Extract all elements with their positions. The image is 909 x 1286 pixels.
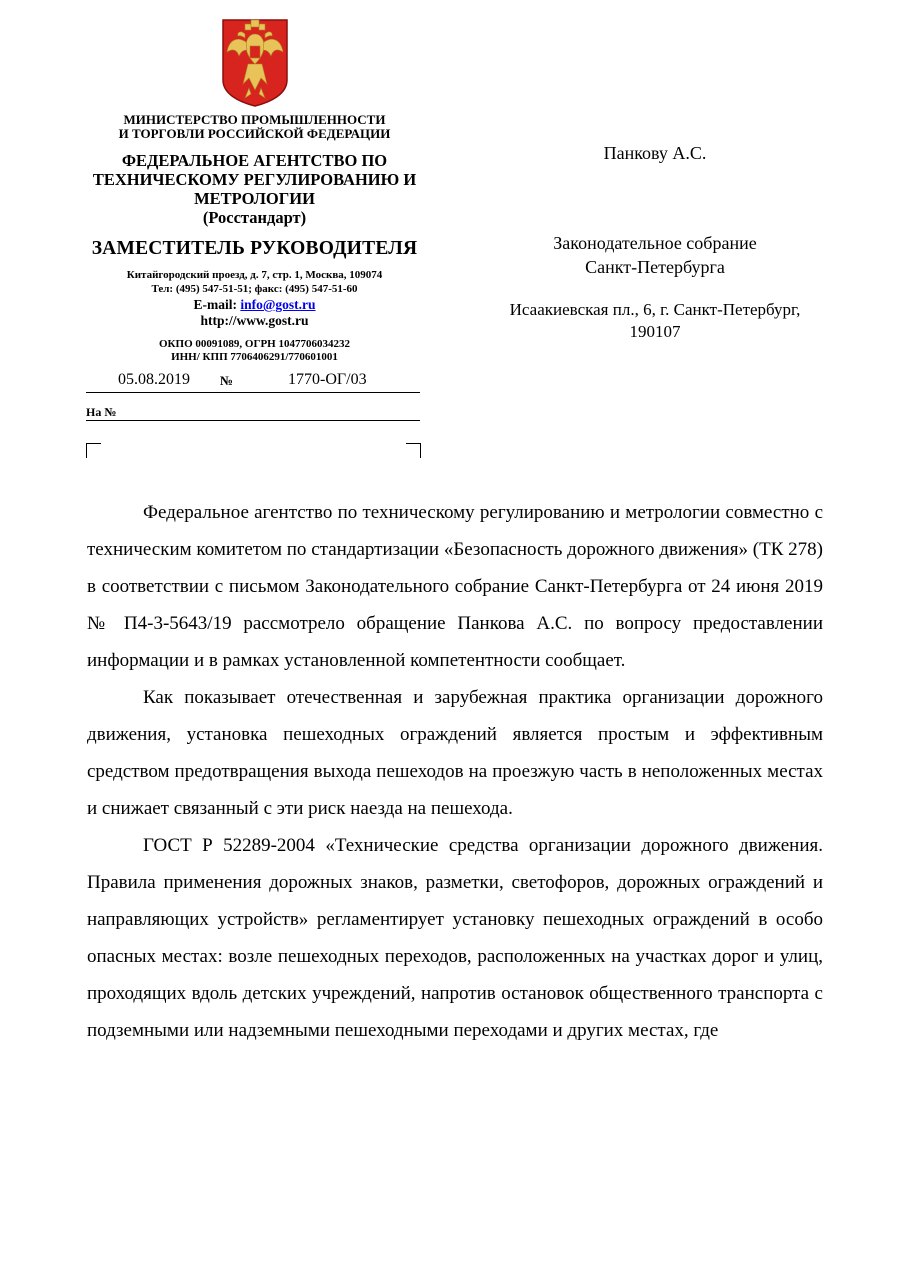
codes-line-2: ИНН/ КПП 7706406291/770601001 — [171, 351, 338, 363]
ministry-line-1: МИНИСТЕРСТВО ПРОМЫШЛЕННОСТИ — [123, 112, 386, 127]
agency-short-name: (Росстандарт) — [202, 208, 307, 227]
codes-line-1: ОКПО 00091089, ОГРН 1047706034232 — [159, 338, 350, 350]
address-corner-right — [406, 443, 421, 458]
sender-contacts — [82, 297, 427, 329]
outgoing-number-rule — [86, 392, 420, 393]
website-link[interactable]: http://www.gost.ru — [200, 313, 309, 328]
recipient-organization — [500, 231, 810, 279]
sender-address — [82, 268, 427, 296]
address-corner-left — [86, 443, 101, 458]
reply-to-label: На № — [86, 405, 117, 419]
body-paragraph-2: Как показывает отечественная и зарубежная практика организации дорожного движения, установка пешеходных ограждений является простым и эффективным средством предотвращения выхода пешеходов на проезжую часть в неположенных местах и снижает связанный с эти риск наезда на пешехода. — [87, 687, 823, 819]
registry-codes — [82, 338, 427, 364]
body-paragraph-1: Федеральное агентство по техническому регулированию и метрологии совместно с техническим комитетом по стандартизации «Безопасность дорожного движения» (ТК 278) в соответствии с письмом Законодательного собрание Санкт-Петербурга от 24 июня 2019 № П4-3-5643/19 рассмотрело обращение Панкова А.С. по вопросу предоставлении информации и в рамках установленной компетентности сообщает. — [87, 502, 823, 671]
agency-line-3: МЕТРОЛОГИИ — [194, 189, 315, 208]
outgoing-number-label: № — [220, 373, 234, 388]
ministry-name — [82, 113, 427, 141]
recipient-org-line-1: Законодательное собрание — [553, 233, 757, 253]
recipient-name: Панкову А.С. — [603, 143, 707, 163]
agency-name — [82, 151, 427, 227]
outgoing-date: 05.08.2019 — [118, 371, 190, 388]
recipient-address-line-2: 190107 — [629, 322, 681, 341]
sender-position: ЗАМЕСТИТЕЛЬ РУКОВОДИТЕЛЯ — [91, 238, 418, 259]
phone-fax-line: Тел: (495) 547-51-51; факс: (495) 547-51-60 — [151, 283, 358, 295]
ministry-line-2: И ТОРГОВЛИ РОССИЙСКОЙ ФЕДЕРАЦИИ — [118, 126, 391, 141]
letter-body — [87, 494, 823, 1049]
email-label: E-mail: — [193, 297, 241, 312]
agency-line-1: ФЕДЕРАЛЬНОЕ АГЕНТСТВО ПО — [121, 151, 388, 170]
body-paragraph-3: ГОСТ Р 52289-2004 «Технические средства организации дорожного движения. Правила применения дорожных знаков, разметки, светофоров, дорожных ограждений и направляющих устройств» регламентирует установку пешеходных ограждений в особо опасных местах: возле пешеходных переходов, расположенных на участках дорог и улиц, проходящих вдоль детских учреждений, напротив остановок общественного транспорта с подземными или надземными пешеходными переходами и других местах, где — [87, 835, 823, 1041]
reply-to-rule — [86, 420, 420, 421]
recipient-org-line-2: Санкт-Петербурга — [585, 257, 725, 277]
agency-line-2: ТЕХНИЧЕСКОМУ РЕГУЛИРОВАНИЮ И — [92, 170, 417, 189]
address-line: Китайгородский проезд, д. 7, стр. 1, Москва, 109074 — [126, 269, 383, 281]
email-line — [82, 297, 427, 313]
email-link[interactable]: info@gost.ru — [240, 297, 316, 312]
recipient-address-line-1: Исаакиевская пл., 6, г. Санкт-Петербург, — [509, 300, 801, 319]
coat-of-arms-icon — [221, 18, 289, 108]
outgoing-number: 1770-ОГ/03 — [288, 371, 367, 388]
recipient-address — [485, 299, 825, 343]
